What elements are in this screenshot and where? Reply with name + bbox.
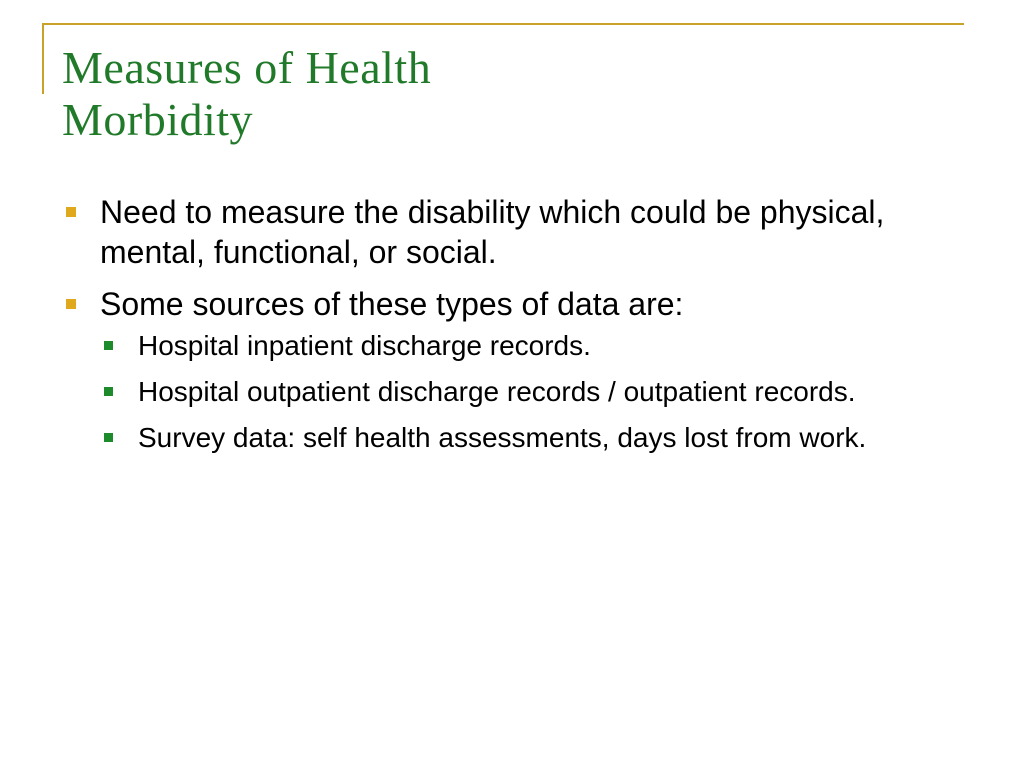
sub-bullet-text: Hospital inpatient discharge records. [138, 330, 591, 361]
sub-bullet-item [100, 420, 962, 456]
square-bullet-icon [104, 433, 113, 442]
sub-bullet-item [100, 328, 962, 364]
bullet-list [62, 192, 962, 456]
bullet-item [62, 192, 962, 272]
frame-left-rule [42, 23, 44, 94]
slide-body [62, 192, 962, 468]
sub-bullet-item [100, 374, 962, 410]
square-bullet-icon [66, 299, 76, 309]
bullet-text: Need to measure the disability which could be physical, mental, functional, or social. [100, 194, 885, 270]
title-line-1: Measures of Health [62, 42, 432, 93]
sub-bullet-list [62, 328, 962, 456]
slide-title [62, 42, 431, 146]
sub-bullet-text: Survey data: self health assessments, days lost from work. [138, 422, 867, 453]
sub-bullet-text: Hospital outpatient discharge records / outpatient records. [138, 376, 856, 407]
bullet-item [62, 284, 962, 456]
bullet-text: Some sources of these types of data are: [100, 286, 684, 322]
square-bullet-icon [66, 207, 76, 217]
title-line-2: Morbidity [62, 94, 254, 145]
square-bullet-icon [104, 387, 113, 396]
square-bullet-icon [104, 341, 113, 350]
frame-top-rule [42, 23, 964, 25]
